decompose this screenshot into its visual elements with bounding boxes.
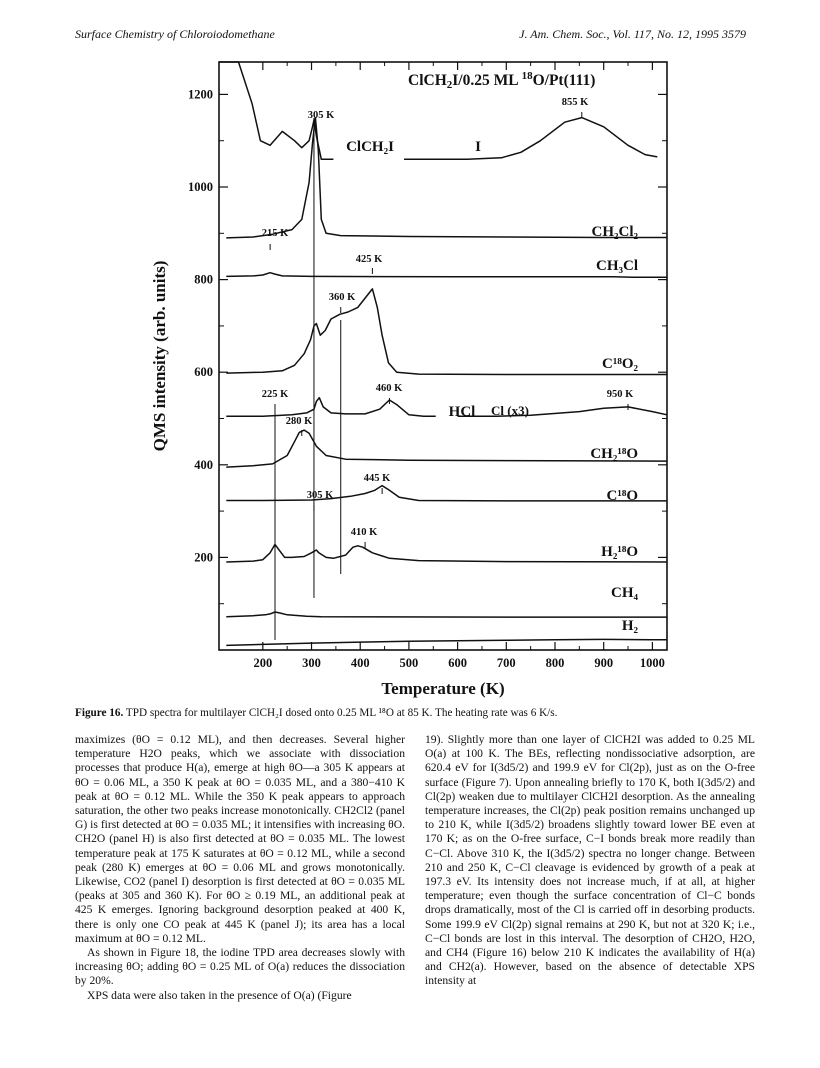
series-line-c-o bbox=[226, 486, 667, 501]
body-paragraph: As shown in Figure 18, the iodine TPD area decreases slowly with increasing θO; adding θO = 0.25 ML of O(a) reduces the dissociation by 20%. bbox=[75, 946, 405, 988]
y-tick-label: 1200 bbox=[188, 87, 213, 102]
series-label-ch-cl: CH₃Cl bbox=[596, 258, 638, 274]
x-tick-label: 200 bbox=[253, 656, 273, 670]
chart-title: ClCH2I/0.25 ML $^{18}$O/Pt(111) bbox=[408, 70, 596, 91]
peak-label: 215 K bbox=[261, 228, 289, 239]
y-tick-label: 600 bbox=[194, 365, 213, 380]
body-paragraph: 19). Slightly more than one layer of ClCH2I was added to 0.25 ML O(a) at 100 K. The BEs, reflecting nondissociative adsorption, are 620.4 eV for I(3d5/2) and 199.9 eV for Cl(2p), just as on the O-free surface (Figure 7). Upon annealing briefly to 170 K, both I(3d5/2) and Cl(2p) weaken due to multilayer ClCH2I desorption. As the annealing temperature increases, the Cl(2p) peak position remains unchanged up to 210 K, while I(3d5/2) broadens slightly toward lower BE even at 170 K; as on the O-free surface, C−I bonds break more readily than C−Cl. Above 310 K, the I(3d5/2) spectra no longer change. Between 210 and 250 K, C−Cl cleavage is evidenced by growth of a peak at 197.3 eV. Its intensity does not increase much, if at all, at higher temperature; even though the surface concentration of Cl−C bonds drops dramatically, most of the Cl is carried off in desorbing products. Some 199.9 eV Cl(2p) signal remains at 290 K, but not at 320 K; i.e., C−Cl bonds are lost in this interval. The desorption of CH2O, H2O, and CH4 (Figure 16) below 210 K indicates the availability of H(a) and CH2(a). However, based on the absence of detectable XPS intensity at bbox=[425, 733, 755, 988]
peak-label: 305 K bbox=[307, 110, 335, 121]
y-axis-label: QMS intensity (arb. units) bbox=[150, 260, 169, 452]
series-label-clch-i: ClCH₂I bbox=[346, 139, 394, 155]
x-tick-label: 600 bbox=[448, 656, 467, 670]
series-label-cl-x3: Cl (x3) bbox=[491, 403, 529, 418]
running-header-journal: J. Am. Chem. Soc., Vol. 117, No. 12, 1995 3579 bbox=[519, 27, 746, 41]
series-layer bbox=[219, 62, 667, 645]
peak-label: 855 K bbox=[561, 97, 589, 108]
x-tick-label: 800 bbox=[545, 656, 565, 670]
series-line-hcl bbox=[226, 398, 435, 417]
series-line-h bbox=[226, 639, 667, 645]
peak-label: 425 K bbox=[355, 254, 383, 265]
body-paragraph: XPS data were also taken in the presence of O(a) (Figure bbox=[87, 988, 352, 1002]
peak-label: 410 K bbox=[350, 527, 378, 538]
x-tick-label: 400 bbox=[350, 656, 370, 670]
peak-label: 225 K bbox=[261, 389, 289, 400]
x-tick-label: 500 bbox=[399, 656, 419, 670]
series-line-i bbox=[404, 118, 657, 160]
running-header-title: Surface Chemistry of Chloroiodomethane bbox=[75, 27, 275, 41]
peak-label: 950 K bbox=[606, 389, 634, 400]
x-tick-label: 1000 bbox=[639, 656, 665, 670]
series-label-hcl: HCl bbox=[448, 404, 476, 420]
annotation-layer bbox=[262, 97, 634, 640]
tick-layer bbox=[188, 62, 667, 670]
x-tick-label: 300 bbox=[302, 656, 321, 670]
x-axis-label: Temperature (K) bbox=[381, 679, 505, 698]
series-label-c-o: C¹⁸O bbox=[606, 488, 638, 504]
figure-caption bbox=[75, 706, 755, 720]
body-paragraph: maximizes (θO = 0.12 ML), and then decreases. Several higher temperature H2O peaks, which we associate with dissociation processes that produce H(a), emerge at high θO—a 305 K appears at θO = 0.06 ML, a 350 K peak at θO = 0.035 ML, and a 380−410 K peak at θO = 0.12 ML. While the 350 K peak appears to approach saturation, the other two peaks increase monotonically. CH2Cl2 (panel G) is first detected at θO = 0.035 ML; it intensifies with increasing θO. CH2O (panel H) is also first detected at θO = 0.035 ML. The lowest temperature peak at 175 K saturates at θO = 0.12 ML, while a second peak (280 K) emerges at θO = 0.06 ML and grows monotonically. Likewise, CO2 (panel I) desorption is first detected at θO = 0.035 ML (peaks at 305 and 360 K). For θO ≥ 0.19 ML, an additional peak at 425 K emerges. Ignoring background desorption peaked at 400 K, there is only one CO peak at 445 K (panel J); its area has a local maximum at θO = 0.12 ML. bbox=[75, 733, 405, 945]
x-tick-label: 700 bbox=[496, 656, 516, 670]
series-label-c-o: C¹⁸O₂ bbox=[602, 356, 638, 372]
peak-label: 280 K bbox=[285, 416, 313, 427]
series-line-c-o bbox=[226, 289, 667, 375]
y-tick-label: 400 bbox=[194, 457, 213, 472]
caption-label: Figure 16. bbox=[75, 707, 124, 719]
series-label-i: I bbox=[475, 139, 481, 155]
series-label-ch: CH₄ bbox=[611, 585, 638, 601]
peak-label: 445 K bbox=[363, 473, 391, 484]
y-tick-label: 1000 bbox=[188, 180, 213, 195]
body-column-right bbox=[425, 733, 755, 989]
caption-text: TPD spectra for multilayer ClCH₂I dosed onto 0.25 ML ¹⁸O at 85 K. The heating rate was 6 K/s. bbox=[125, 707, 558, 719]
body-column-left bbox=[75, 733, 405, 1003]
peak-label: 460 K bbox=[375, 383, 403, 394]
y-tick-label: 800 bbox=[194, 272, 213, 287]
series-label-ch-cl: CH₂Cl₂ bbox=[591, 224, 638, 240]
peak-label: 305 K bbox=[306, 490, 334, 501]
series-label-ch-o: CH₂¹⁸O bbox=[590, 446, 638, 462]
peak-label: 360 K bbox=[328, 292, 356, 303]
series-line-ch-cl bbox=[226, 118, 667, 238]
x-tick-label: 900 bbox=[594, 656, 614, 670]
series-label-h: H₂ bbox=[621, 618, 638, 634]
series-line-cl-x3 bbox=[458, 407, 667, 416]
series-line-ch bbox=[226, 612, 667, 617]
y-tick-label: 200 bbox=[194, 550, 213, 565]
series-label-h-o: H₂¹⁸O bbox=[601, 544, 638, 560]
